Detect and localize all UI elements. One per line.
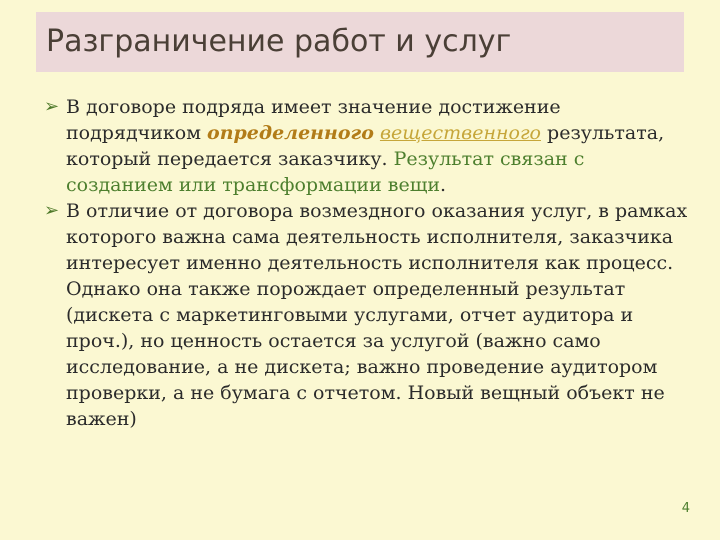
keyword-material: вещественного (379, 122, 541, 144)
bullet-text: . (440, 174, 447, 196)
highlighted-text: Результат связан с созданием или трансформации вещи (66, 148, 585, 196)
page-number: 4 (681, 501, 690, 516)
arrow-bullet-icon: ➢ (44, 96, 60, 117)
bullet-text: В договоре подряда имеет значение достижение подрядчиком (66, 96, 561, 144)
slide-title: Разграничение работ и услуг (46, 24, 512, 59)
bullet-text: В отличие от договора возмездного оказания услуг, в рамках которого важна сама деятельность исполнителя, заказчика интересует именно деятельность исполнителя как процесс. Однако она также порождает определенный результат (дискета с маркетинговыми услугами, отчет аудитора и проч.), но ценность остается за услугой (важно само исследование, а не дискета; важно проведение аудитором проверки, а не бумага с отчетом. Новый вещный объект не важен) (66, 200, 688, 430)
slide-content (44, 94, 694, 432)
bullet-text: результата, который передается заказчику. (66, 122, 665, 170)
bullet-item (44, 198, 694, 432)
bullet-item (44, 94, 694, 198)
keyword-definite: определенного (207, 122, 374, 144)
arrow-bullet-icon: ➢ (44, 200, 60, 221)
title-bar (36, 12, 684, 72)
